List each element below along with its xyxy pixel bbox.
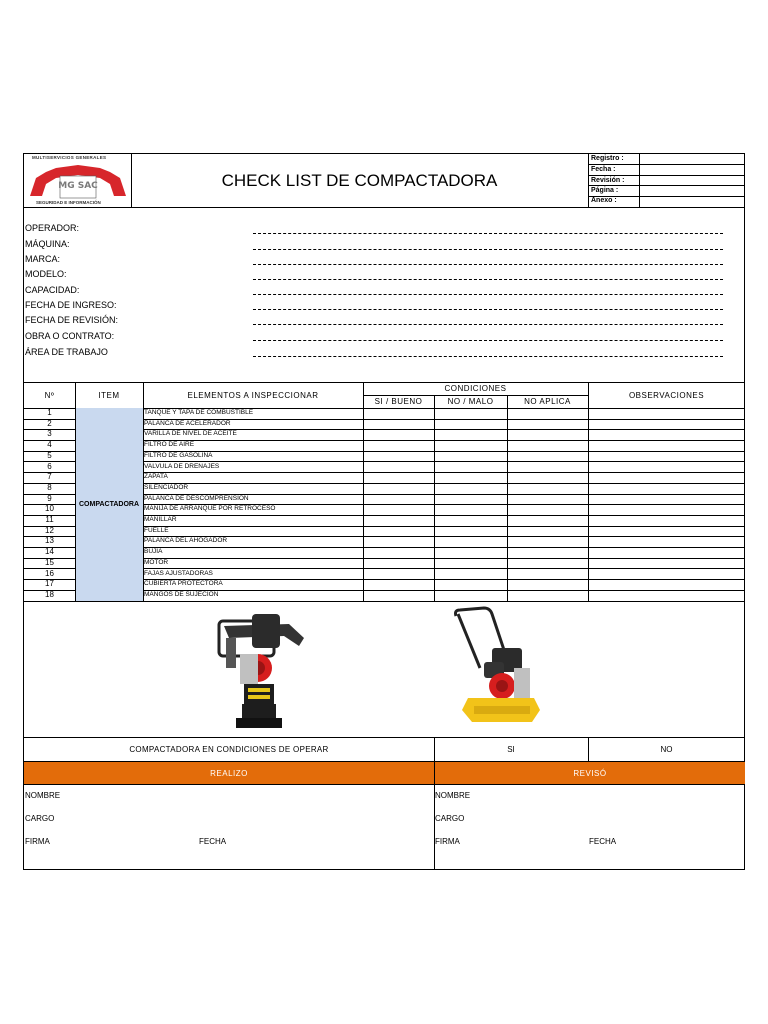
fecha-ingreso-line[interactable] <box>253 309 723 310</box>
fecha-ingreso-label: FECHA DE INGRESO: <box>25 300 117 310</box>
col-header-no-aplica: NO APLICA <box>524 397 571 406</box>
observaciones-cell[interactable] <box>588 451 745 462</box>
capacidad-line[interactable] <box>253 294 723 295</box>
no-malo-cell[interactable] <box>434 429 507 440</box>
document-meta <box>588 154 745 207</box>
observaciones-cell[interactable] <box>588 590 745 601</box>
item-group-label: COMPACTADORA <box>78 501 139 508</box>
reviso-fecha-label: FECHA <box>589 837 617 846</box>
company-top-text: MULTISERVICIOS GENERALES <box>32 155 107 160</box>
row-number: 9 <box>47 493 52 503</box>
no-malo-cell[interactable] <box>434 451 507 462</box>
observaciones-cell[interactable] <box>588 408 745 419</box>
row-element: FUELLE <box>144 526 169 534</box>
no-aplica-cell[interactable] <box>507 483 588 494</box>
no-aplica-cell[interactable] <box>507 547 588 558</box>
si-bueno-cell[interactable] <box>363 558 434 569</box>
reviso-nombre-label: NOMBRE <box>435 791 471 800</box>
no-aplica-cell[interactable] <box>507 515 588 526</box>
meta-registro: Registro : <box>591 155 624 162</box>
operador-line[interactable] <box>253 233 723 234</box>
no-malo-cell[interactable] <box>434 569 507 580</box>
observaciones-cell[interactable] <box>588 536 745 547</box>
gear-logo-icon <box>26 162 130 202</box>
no-malo-cell[interactable] <box>434 579 507 590</box>
observaciones-cell[interactable] <box>588 558 745 569</box>
reviso-header: REVISÓ <box>435 762 745 784</box>
row-number: 13 <box>45 536 54 546</box>
meta-pagina: Página : <box>591 187 619 194</box>
row-element: VALVULA DE DRENAJES <box>144 462 220 470</box>
col-header-observaciones: OBSERVACIONES <box>628 390 705 400</box>
obra-contrato-line[interactable] <box>253 340 723 341</box>
no-malo-cell[interactable] <box>434 515 507 526</box>
si-bueno-cell[interactable] <box>363 526 434 537</box>
si-bueno-cell[interactable] <box>363 494 434 505</box>
table-row <box>24 440 745 451</box>
no-malo-cell[interactable] <box>434 494 507 505</box>
table-row <box>24 558 745 569</box>
no-aplica-cell[interactable] <box>507 526 588 537</box>
row-number: 1 <box>47 408 52 417</box>
observaciones-cell[interactable] <box>588 429 745 440</box>
row-element: FILTRO DE GASOLINA <box>144 451 213 459</box>
si-bueno-cell[interactable] <box>363 429 434 440</box>
si-bueno-cell[interactable] <box>363 483 434 494</box>
condition-si-option[interactable]: SI <box>507 744 515 754</box>
row-element: VARILLA DE NIVEL DE ACEITE <box>144 430 237 438</box>
area-trabajo-line[interactable] <box>253 356 723 357</box>
table-row <box>24 579 745 590</box>
no-malo-cell[interactable] <box>434 483 507 494</box>
observaciones-cell[interactable] <box>588 494 745 505</box>
row-number: 11 <box>45 515 54 524</box>
col-header-no-malo: NO / MALO <box>447 397 494 406</box>
row-number: 16 <box>45 568 54 578</box>
row-element: PALANCA DEL AHOGADOR <box>144 537 228 545</box>
row-number: 14 <box>45 547 54 557</box>
info-fields <box>25 207 745 382</box>
modelo-label: MODELO: <box>25 269 67 279</box>
row-element: FAJAS AJUSTADORAS <box>144 569 213 577</box>
no-malo-cell[interactable] <box>434 536 507 547</box>
area-trabajo-label: ÁREA DE TRABAJO <box>25 347 108 357</box>
table-row <box>24 429 745 440</box>
observaciones-cell[interactable] <box>588 504 745 515</box>
no-malo-cell[interactable] <box>434 472 507 483</box>
company-bottom-text: SEGURIDAD E INFORMACIÓN <box>36 200 101 205</box>
table-row <box>24 569 745 580</box>
observaciones-cell[interactable] <box>588 472 745 483</box>
row-element: ZAPATA <box>144 473 168 481</box>
si-bueno-cell[interactable] <box>363 419 434 430</box>
realizo-fecha-label: FECHA <box>199 837 227 846</box>
si-bueno-cell[interactable] <box>363 462 434 473</box>
row-element: MOTOR <box>144 558 169 566</box>
observaciones-cell[interactable] <box>588 483 745 494</box>
row-number: 15 <box>45 557 54 567</box>
row-number: 8 <box>47 482 52 492</box>
row-number: 12 <box>45 525 54 535</box>
no-aplica-cell[interactable] <box>507 494 588 505</box>
row-number: 6 <box>47 461 52 471</box>
si-bueno-cell[interactable] <box>363 504 434 515</box>
observaciones-cell[interactable] <box>588 569 745 580</box>
col-header-si-bueno: SI / BUENO <box>374 397 423 406</box>
row-number: 18 <box>45 589 54 599</box>
reviso-firma-label: FIRMA <box>435 837 460 846</box>
table-row <box>24 472 745 483</box>
observaciones-cell[interactable] <box>588 547 745 558</box>
row-element: MANIJA DE ARRANQUE POR RETROCESO <box>144 505 276 513</box>
table-row <box>24 483 745 494</box>
table-row <box>24 494 745 505</box>
si-bueno-cell[interactable] <box>363 579 434 590</box>
obra-contrato-label: OBRA O CONTRATO: <box>25 331 115 341</box>
si-bueno-cell[interactable] <box>363 515 434 526</box>
operating-condition-label: COMPACTADORA EN CONDICIONES DE OPERAR <box>129 744 329 754</box>
no-malo-cell[interactable] <box>434 462 507 473</box>
si-bueno-cell[interactable] <box>363 472 434 483</box>
marca-line[interactable] <box>253 264 723 265</box>
maquina-line[interactable] <box>253 249 723 250</box>
table-row <box>24 451 745 462</box>
si-bueno-cell[interactable] <box>363 451 434 462</box>
table-row <box>24 408 745 419</box>
observaciones-cell[interactable] <box>588 579 745 590</box>
col-header-item: ITEM <box>98 390 120 400</box>
row-element: CUBIERTA PROTECTORA <box>144 580 223 588</box>
col-header-no: Nº <box>44 390 55 400</box>
no-malo-cell[interactable] <box>434 419 507 430</box>
row-number: 2 <box>47 418 52 428</box>
reviso-cargo-label: CARGO <box>435 814 465 823</box>
company-logo-text: MG SAC <box>58 181 98 191</box>
table-row <box>24 536 745 547</box>
operador-label: OPERADOR: <box>25 223 80 233</box>
meta-anexo: Anexo : <box>591 197 617 204</box>
observaciones-cell[interactable] <box>588 440 745 451</box>
table-row <box>24 515 745 526</box>
row-element: FILTRO DE AIRE <box>144 441 195 449</box>
table-row <box>24 462 745 473</box>
no-aplica-cell[interactable] <box>507 429 588 440</box>
realizo-firma-label: FIRMA <box>25 837 50 846</box>
no-aplica-cell[interactable] <box>507 462 588 473</box>
no-malo-cell[interactable] <box>434 440 507 451</box>
no-aplica-cell[interactable] <box>507 472 588 483</box>
row-number: 7 <box>47 472 52 482</box>
capacidad-label: CAPACIDAD: <box>25 285 80 295</box>
no-malo-cell[interactable] <box>434 547 507 558</box>
table-row <box>24 547 745 558</box>
observaciones-cell[interactable] <box>588 462 745 473</box>
maquina-label: MÁQUINA: <box>25 239 70 249</box>
row-element: MANGOS DE SUJECION <box>144 590 219 598</box>
row-number: 4 <box>47 440 52 450</box>
meta-fecha: Fecha : <box>591 166 616 173</box>
no-aplica-cell[interactable] <box>507 408 588 419</box>
no-aplica-cell[interactable] <box>507 504 588 515</box>
no-aplica-cell[interactable] <box>507 536 588 547</box>
no-aplica-cell[interactable] <box>507 440 588 451</box>
si-bueno-cell[interactable] <box>363 590 434 601</box>
row-element: SILENCIADOR <box>144 483 189 491</box>
meta-revision: Revisión : <box>591 177 625 184</box>
row-number: 10 <box>45 504 54 514</box>
realizo-header: REALIZO <box>24 762 434 784</box>
row-number: 17 <box>45 579 54 589</box>
no-aplica-cell[interactable] <box>507 579 588 590</box>
row-number: 3 <box>47 429 52 439</box>
col-header-conditions: CONDICIONES <box>444 384 507 393</box>
row-element: PALANCA DE DESCOMPRENSION <box>144 494 249 502</box>
table-row <box>24 526 745 537</box>
row-number: 5 <box>47 450 52 460</box>
page-title: CHECK LIST DE COMPACTADORA <box>221 170 498 190</box>
no-aplica-cell[interactable] <box>507 419 588 430</box>
si-bueno-cell[interactable] <box>363 408 434 419</box>
col-header-elements: ELEMENTOS A INSPECCIONAR <box>187 390 319 400</box>
no-aplica-cell[interactable] <box>507 569 588 580</box>
no-aplica-cell[interactable] <box>507 451 588 462</box>
rammer-compactor-image <box>204 606 309 736</box>
row-element: TANQUE Y TAPA DE COMBUSTIBLE <box>144 409 254 416</box>
row-element: PALANCA DE ACELERADOR <box>144 419 231 427</box>
row-element: BUJIA <box>144 548 163 556</box>
fecha-revision-line[interactable] <box>253 324 723 325</box>
plate-compactor-image <box>444 606 549 731</box>
condition-no-option[interactable]: NO <box>660 744 673 754</box>
table-row <box>24 419 745 430</box>
company-logo <box>26 155 130 207</box>
checklist-sheet <box>23 153 745 870</box>
no-aplica-cell[interactable] <box>507 590 588 601</box>
observaciones-cell[interactable] <box>588 515 745 526</box>
si-bueno-cell[interactable] <box>363 547 434 558</box>
si-bueno-cell[interactable] <box>363 569 434 580</box>
si-bueno-cell[interactable] <box>363 440 434 451</box>
realizo-nombre-label: NOMBRE <box>25 791 61 800</box>
modelo-line[interactable] <box>253 279 723 280</box>
no-malo-cell[interactable] <box>434 504 507 515</box>
no-malo-cell[interactable] <box>434 526 507 537</box>
realizo-cargo-label: CARGO <box>25 814 55 823</box>
no-malo-cell[interactable] <box>434 590 507 601</box>
table-row <box>24 504 745 515</box>
si-bueno-cell[interactable] <box>363 536 434 547</box>
no-malo-cell[interactable] <box>434 558 507 569</box>
observaciones-cell[interactable] <box>588 419 745 430</box>
fecha-revision-label: FECHA DE REVISIÓN: <box>25 315 119 325</box>
no-aplica-cell[interactable] <box>507 558 588 569</box>
table-row <box>24 590 745 601</box>
observaciones-cell[interactable] <box>588 526 745 537</box>
no-malo-cell[interactable] <box>434 408 507 419</box>
row-element: MANILLAR <box>144 516 177 523</box>
marca-label: MARCA: <box>25 254 61 264</box>
